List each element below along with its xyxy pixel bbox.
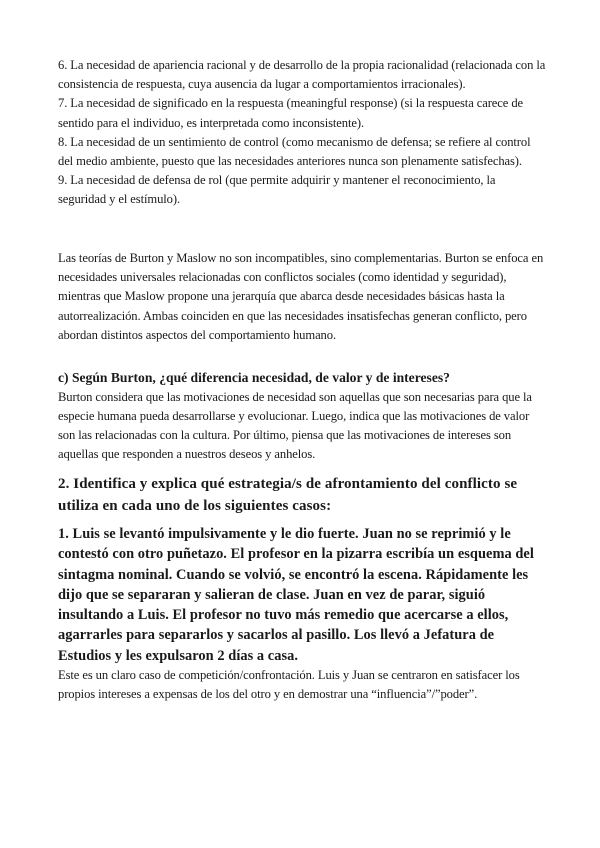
case-1-statement: 1. Luis se levantó impulsivamente y le dio fuerte. Juan no se reprimió y le contestó con otro puñetazo. El profesor en la pizarra escribía un esquema del sintagma nominal. Cuando se volvió, se encontró la escena. Rápidamente les dijo que se separaran y salieran de clase. Juan en vez de parar, siguió insultando a Luis. El profesor no tuvo más remedio que acercarse a ellos, agarrarles para separarlos y sacarlos al pasillo. Los llevó a Jefatura de Estudios y les expulsaron 2 días a casa.: [58, 526, 534, 664]
comparison-section: [58, 249, 546, 345]
list-item-9: 9. La necesidad de defensa de rol (que permite adquirir y mantener el reconocimiento, la seguridad y el estímulo).: [58, 173, 496, 207]
question-c-section: [58, 368, 546, 464]
question-c-heading: c) Según Burton, ¿qué diferencia necesidad, de valor y de intereses?: [58, 370, 450, 385]
list-item-8: 8. La necesidad de un sentimiento de control (como mecanismo de defensa; se refiere al control del medio ambiente, puesto que las necesidades anteriores nunca son plenamente satisfechas).: [58, 134, 531, 169]
needs-list: [58, 56, 546, 210]
question-c-answer: Burton considera que las motivaciones de necesidad son aquellas que son necesarias para que la especie humana pueda desarrollarse y evolucionar. Luego, indica que las motivaciones de valor son las relacionadas con la cultura. Por último, piensa que las motivaciones de intereses son aquellas que responden a nuestros deseos y anhelos.: [58, 389, 532, 462]
case-1-section: [58, 524, 546, 704]
comparison-paragraph: Las teorías de Burton y Maslow no son incompatibles, sino complementarias. Burton se enfoca en necesidades universales relacionadas con conflictos sociales (como identidad y seguridad), mientras que Maslow propone una jerarquía que abarca desde necesidades básicas hasta la autorrealización. Ambas coinciden en que las necesidades insatisfechas generan conflicto, pero abordan distintos aspectos del comportamiento humano.: [58, 251, 544, 342]
section-2: [58, 474, 546, 517]
list-item-7: 7. La necesidad de significado en la respuesta (meaningful response) (si la respuesta carece de sentido para el individuo, es interpretada como inconsistente).: [58, 96, 524, 130]
case-1-answer: Este es un claro caso de competición/confrontación. Luis y Juan se centraron en satisfacer los propios intereses a expensas de los del otro y en demostrar una “influencia”/”poder”.: [58, 668, 520, 702]
list-item-6: 6. La necesidad de apariencia racional y de desarrollo de la propia racionalidad (relacionada con la consistencia de respuesta, cuya ausencia da lugar a comportamientos irracionales).: [58, 58, 546, 92]
section-2-heading: 2. Identifica y explica qué estrategia/s de afrontamiento del conflicto se utiliza en cada uno de los siguientes casos:: [58, 476, 518, 514]
